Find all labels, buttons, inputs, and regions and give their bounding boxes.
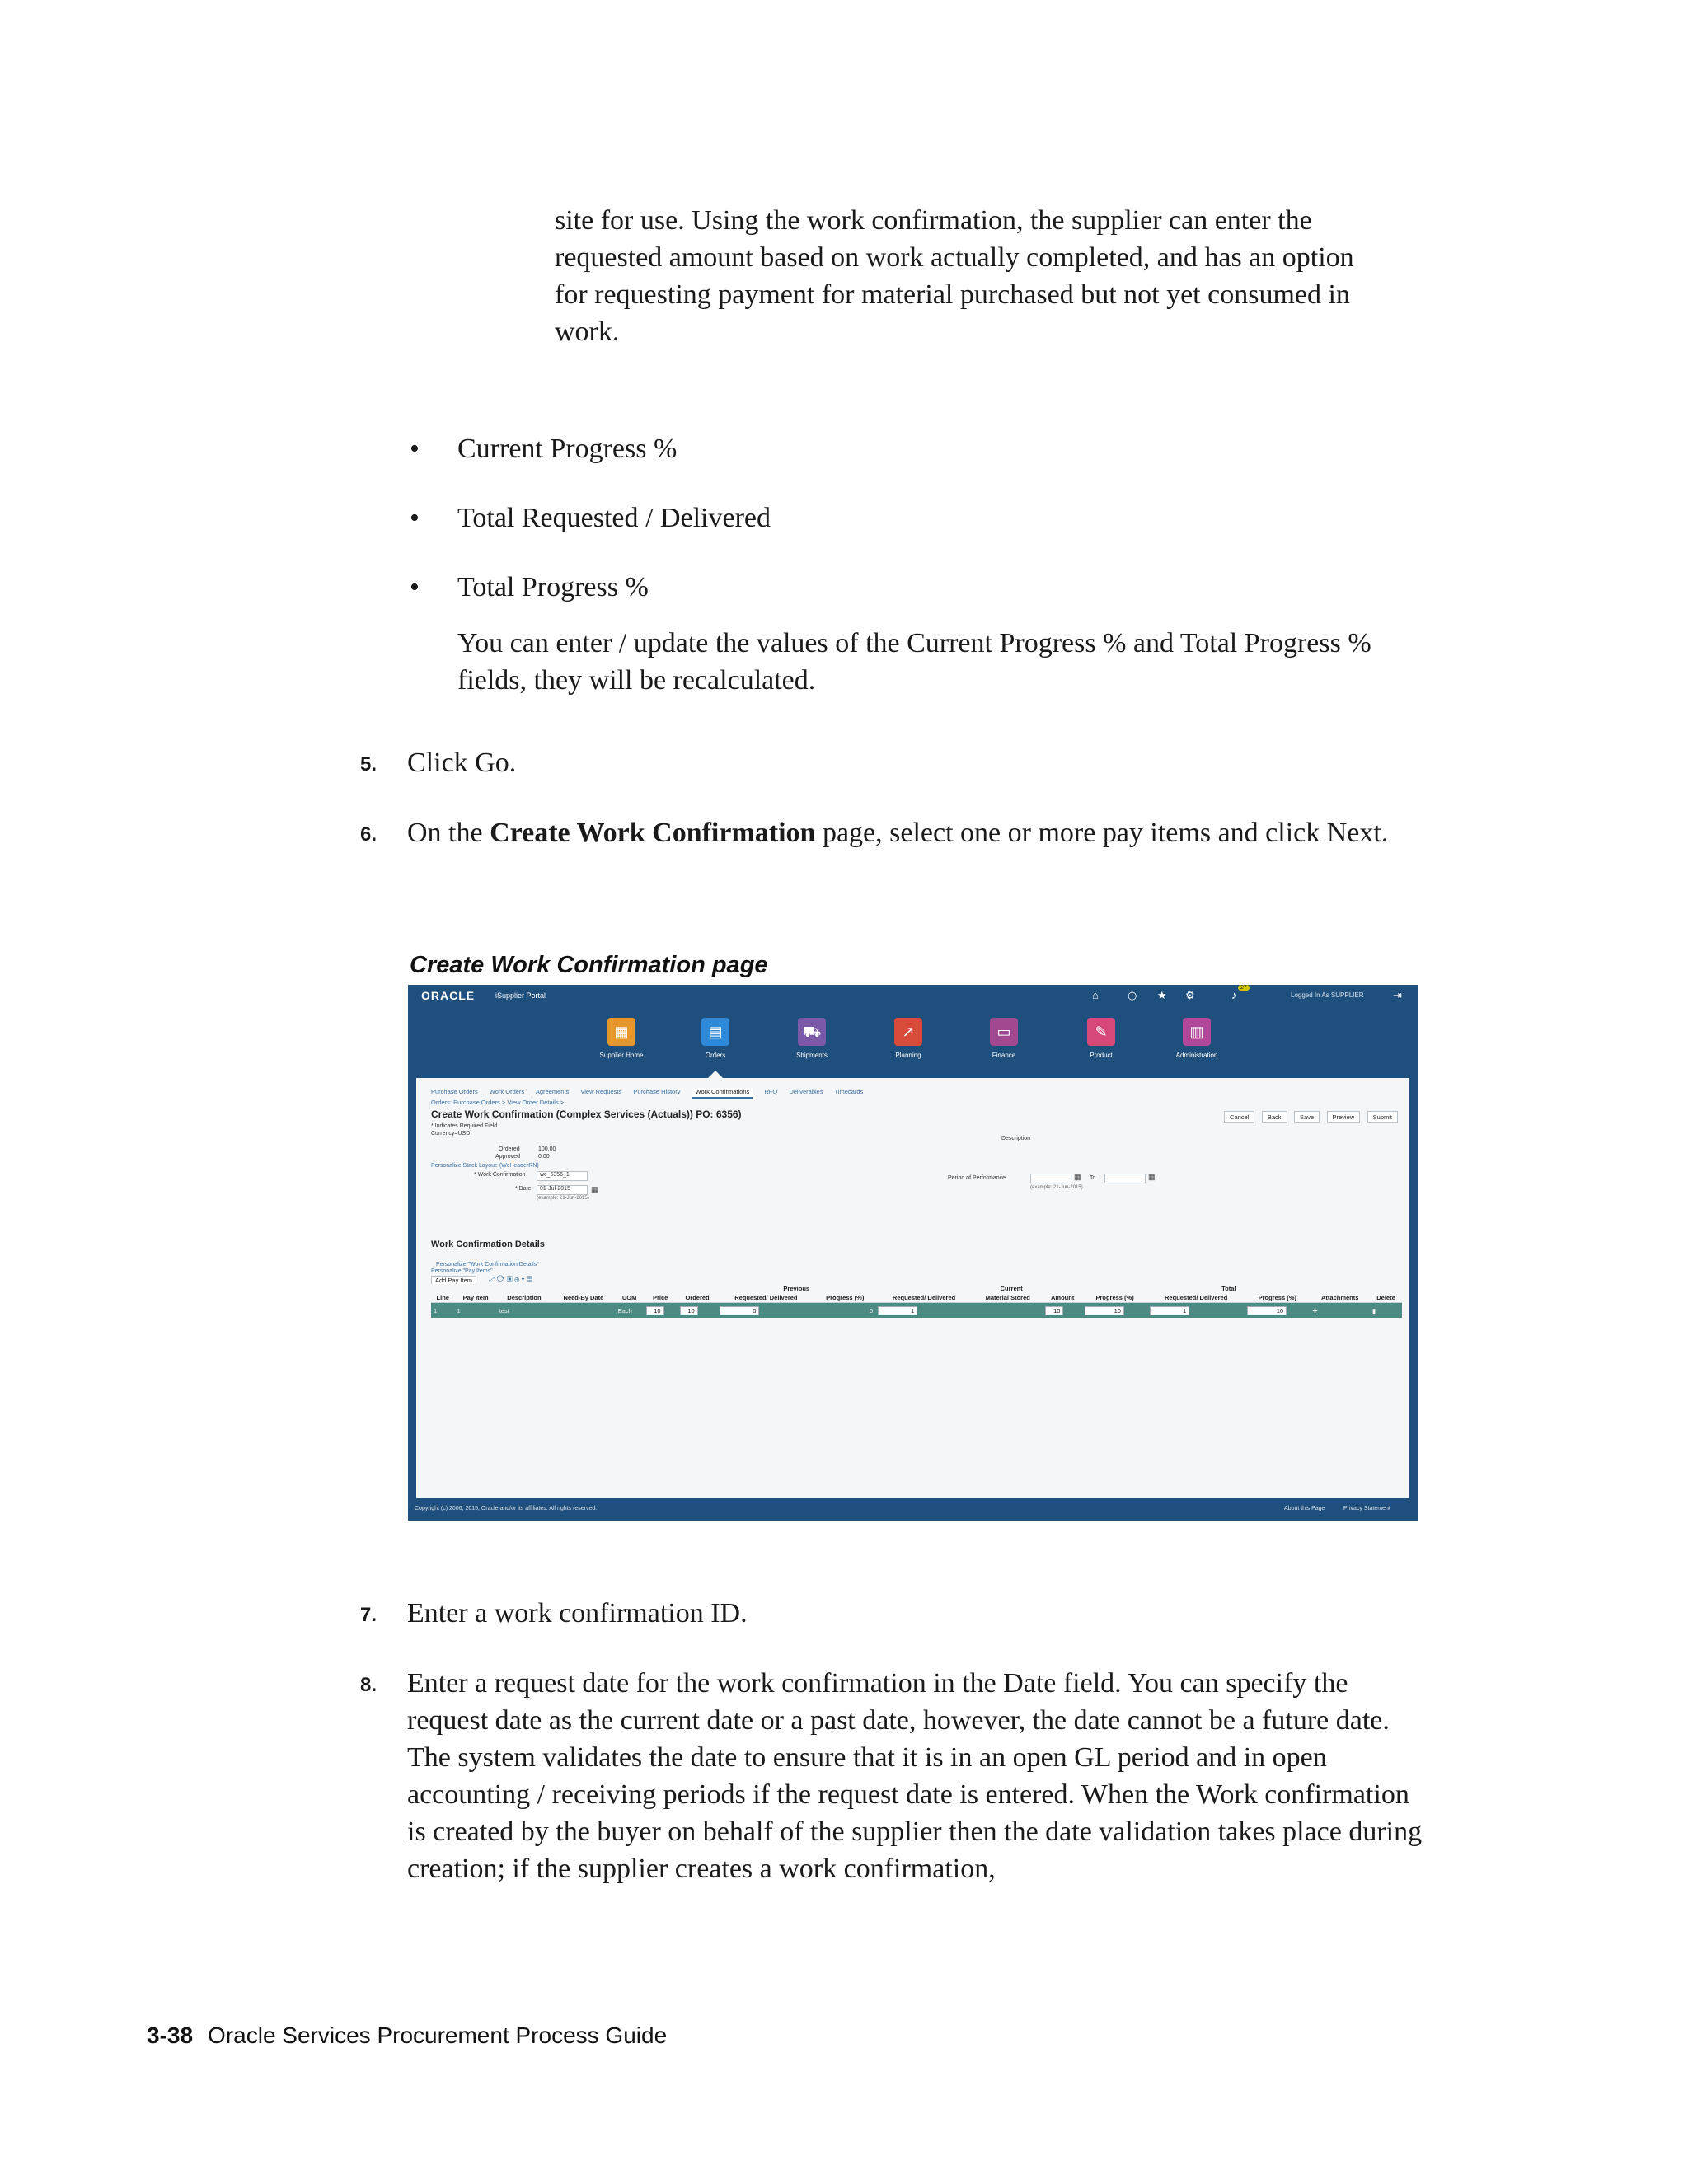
- truck-icon: ⛟: [798, 1018, 826, 1046]
- personalize-details-link[interactable]: Personalize "Work Confirmation Details": [436, 1262, 539, 1268]
- col-header: Requested/ Delivered: [717, 1293, 814, 1303]
- to-label: To: [1090, 1175, 1096, 1181]
- wc-value: wc_6356_1: [540, 1172, 570, 1178]
- nav-label: Planning: [895, 1052, 921, 1059]
- personalize-stack-link[interactable]: Personalize Stack Layout: (WcHeaderRN): [431, 1163, 539, 1169]
- current-group: Current: [875, 1284, 1147, 1293]
- clipboard-icon: ▥: [1183, 1018, 1211, 1046]
- add-pay-item-button[interactable]: Add Pay Item: [431, 1276, 476, 1285]
- nav-administration[interactable]: [1160, 1018, 1234, 1059]
- personalize-pay-link[interactable]: Personalize "Pay Items": [431, 1268, 493, 1274]
- tab-purchase-history[interactable]: Purchase History: [633, 1088, 681, 1095]
- nav-label: Shipments: [796, 1052, 828, 1059]
- col-header: Progress (%): [814, 1293, 875, 1303]
- back-button[interactable]: Back: [1262, 1111, 1287, 1123]
- step-number: 5.: [360, 753, 377, 776]
- logout-icon[interactable]: ⇥: [1393, 989, 1402, 1001]
- copyright-text: Copyright (c) 2006, 2015, Oracle and/or its affiliates. All rights reserved.: [415, 1506, 598, 1511]
- pay-items-table: [431, 1284, 1402, 1318]
- step-number: 8.: [360, 1674, 377, 1696]
- intro-paragraph: site for use. Using the work confirmation, the supplier can enter the requested amount based on work actually completed, and has an option for requesting payment for material purchased but not yet consumed in work.: [555, 205, 1354, 347]
- period-from-input[interactable]: [1030, 1174, 1071, 1183]
- note-paragraph: You can enter / update the values of the Current Progress % and Total Progress % fields, they will be recalculated.: [457, 628, 1372, 696]
- breadcrumb[interactable]: Orders: Purchase Orders > View Order Details >: [431, 1099, 565, 1106]
- active-nav-indicator: [708, 1071, 723, 1078]
- table-toolbar-icons[interactable]: ⤢ ⟳ ▣ ⊕ ▾ ▤: [489, 1275, 532, 1283]
- col-header: Requested/ Delivered: [875, 1293, 973, 1303]
- nav-finance[interactable]: [967, 1018, 1041, 1059]
- col-header: Requested/ Delivered: [1147, 1293, 1245, 1303]
- col-header: Description: [497, 1293, 551, 1303]
- step-text: Enter a work confirmation ID.: [407, 1598, 748, 1629]
- figure-caption: Create Work Confirmation page: [410, 952, 768, 978]
- page-number: 3-38: [147, 2022, 194, 2048]
- tab-agreements[interactable]: Agreements: [535, 1088, 570, 1095]
- bullet-symbol: •: [410, 434, 420, 464]
- attachment-icon[interactable]: ✚: [1312, 1306, 1318, 1315]
- currency-label: Currency=USD: [431, 1131, 471, 1137]
- col-header: Attachments: [1310, 1293, 1370, 1303]
- screenshot-figure: [408, 985, 1418, 1521]
- logged-in-text: Logged In As SUPPLIER: [1291, 991, 1364, 999]
- page-footer: [147, 2022, 667, 2049]
- cancel-button[interactable]: Cancel: [1224, 1111, 1254, 1123]
- col-header: Line: [431, 1293, 455, 1303]
- attachments-cell[interactable]: [1310, 1303, 1370, 1319]
- col-header: Progress (%): [1082, 1293, 1147, 1303]
- col-header: Material Stored: [973, 1293, 1043, 1303]
- wc-label: * Work Confirmation: [474, 1172, 526, 1178]
- figure-top-bar: [408, 985, 1418, 1005]
- tab-work-confirmations[interactable]: Work Confirmations: [692, 1088, 753, 1099]
- bullet-symbol: •: [410, 503, 420, 533]
- home-box-icon: ▦: [607, 1018, 635, 1046]
- about-page-link[interactable]: About this Page: [1284, 1506, 1325, 1511]
- bullet-text: Total Requested / Delivered: [457, 503, 771, 533]
- description-cell: test: [497, 1303, 551, 1319]
- col-header: Progress (%): [1245, 1293, 1310, 1303]
- trash-icon[interactable]: ▮: [1372, 1306, 1376, 1315]
- section-title: Work Confirmation Details: [431, 1240, 545, 1249]
- previous-group: Previous: [717, 1284, 875, 1293]
- submit-button[interactable]: Submit: [1367, 1111, 1398, 1123]
- approved-label: Approved: [495, 1154, 520, 1160]
- nav-planning[interactable]: [871, 1018, 945, 1059]
- action-buttons: [1221, 1108, 1398, 1123]
- ordered-value: 100.00: [538, 1146, 556, 1152]
- bell-icon[interactable]: ♪: [1231, 989, 1237, 1001]
- period-to-input[interactable]: [1104, 1174, 1146, 1183]
- date-value: 01-Jul-2015: [540, 1186, 570, 1192]
- bullet-text: Current Progress %: [457, 434, 678, 464]
- uom-cell: Each: [616, 1303, 644, 1319]
- step-number: 7.: [360, 1604, 377, 1626]
- need-by-cell: [551, 1303, 615, 1319]
- description-label: Description: [1001, 1136, 1031, 1141]
- col-header: Amount: [1043, 1293, 1081, 1303]
- period-example: (example: 21-Jun-2015): [1030, 1185, 1083, 1190]
- delete-cell[interactable]: [1370, 1303, 1402, 1319]
- nav-product[interactable]: [1064, 1018, 1138, 1059]
- tab-view-requests[interactable]: View Requests: [580, 1088, 622, 1095]
- preview-button[interactable]: Preview: [1327, 1111, 1361, 1123]
- tab-work-orders[interactable]: Work Orders: [489, 1088, 525, 1095]
- notification-badge: 27: [1238, 985, 1250, 991]
- calendar-icon[interactable]: ▦: [1074, 1173, 1081, 1181]
- oracle-logo: ORACLE: [421, 989, 476, 1002]
- col-header: Need-By Date: [551, 1293, 615, 1303]
- page-title: Create Work Confirmation (Complex Services (Actuals)) PO: 6356): [431, 1108, 742, 1120]
- clock-icon[interactable]: ◷: [1128, 989, 1137, 1001]
- gear-icon[interactable]: ⚙: [1185, 989, 1195, 1001]
- document-icon: ▤: [701, 1018, 729, 1046]
- col-header: Ordered: [678, 1293, 718, 1303]
- calendar-icon[interactable]: ▦: [1148, 1173, 1156, 1181]
- col-header: Delete: [1370, 1293, 1402, 1303]
- tab-deliverables[interactable]: Deliverables: [789, 1088, 823, 1095]
- product-icon: ✎: [1087, 1018, 1115, 1046]
- prev-requested-cell: 0: [717, 1303, 814, 1319]
- approved-value: 0.00: [538, 1154, 550, 1160]
- table-row[interactable]: [431, 1303, 1402, 1319]
- ordered-cell: 10: [678, 1303, 718, 1319]
- chart-icon: ↗: [894, 1018, 922, 1046]
- nav-label: Product: [1090, 1052, 1113, 1059]
- privacy-link[interactable]: Privacy Statement: [1343, 1506, 1390, 1511]
- tab-timecards[interactable]: Timecards: [834, 1088, 864, 1095]
- home-icon[interactable]: ⌂: [1092, 989, 1099, 1001]
- price-cell: 10: [644, 1303, 678, 1319]
- tot-requested-input[interactable]: 1: [1147, 1303, 1245, 1319]
- total-group: Total: [1147, 1284, 1310, 1293]
- save-button[interactable]: Save: [1294, 1111, 1320, 1123]
- nav-label: Orders: [705, 1052, 726, 1059]
- tab-purchase-orders[interactable]: Purchase Orders: [431, 1088, 478, 1095]
- col-header: UOM: [616, 1293, 644, 1303]
- step-text: Click Go.: [407, 748, 517, 778]
- amount-cell: 10: [1043, 1303, 1081, 1319]
- tot-progress-input[interactable]: 10: [1245, 1303, 1310, 1319]
- line-cell: 1: [431, 1303, 455, 1319]
- nav-supplier-home[interactable]: [584, 1018, 659, 1059]
- material-stored-cell: [973, 1303, 1043, 1319]
- nav-shipments[interactable]: [775, 1018, 849, 1059]
- cur-requested-input[interactable]: 1: [875, 1303, 973, 1319]
- portal-name: iSupplier Portal: [495, 991, 546, 1000]
- subtabs: [431, 1088, 873, 1095]
- calendar-icon[interactable]: ▦: [591, 1185, 598, 1193]
- step-text: Enter a request date for the work confirmation in the Date field. You can specify the request date as the current date or a past date, however, the date cannot be a future date. The system validates the date to ensure that it is in an open GL period and in open accounting / receiving periods if the request date is entered. When the Work confirmation is created by the buyer on behalf of the supplier then the date validation takes place during creation; if the supplier creates a work confirmation,: [407, 1668, 1423, 1884]
- guide-title: Oracle Services Procurement Process Guide: [208, 2022, 668, 2048]
- figure-content-panel: [416, 1078, 1409, 1498]
- prev-progress-cell: 0: [814, 1303, 875, 1319]
- cur-progress-input[interactable]: 10: [1082, 1303, 1147, 1319]
- tab-rfq[interactable]: RFQ: [764, 1088, 778, 1095]
- nav-orders[interactable]: [678, 1018, 753, 1059]
- period-label: Period of Performance: [948, 1175, 1006, 1181]
- required-note: * Indicates Required Field: [431, 1123, 498, 1129]
- col-header: Price: [644, 1293, 678, 1303]
- nav-label: Administration: [1175, 1052, 1218, 1059]
- nav-label: Supplier Home: [599, 1052, 644, 1059]
- col-header: Pay Item: [455, 1293, 497, 1303]
- bullet-text: Total Progress %: [457, 572, 649, 602]
- nav-label: Finance: [992, 1052, 1016, 1059]
- page-name-bold: Create Work Confirmation: [490, 818, 816, 848]
- step-text: On the Create Work Confirmation page, select one or more pay items and click Next.: [407, 818, 1389, 848]
- step-number: 6.: [360, 823, 377, 846]
- star-icon[interactable]: ★: [1157, 989, 1167, 1001]
- money-icon: ▭: [990, 1018, 1018, 1046]
- date-label: * Date: [515, 1186, 532, 1192]
- pay-item-cell: 1: [455, 1303, 497, 1319]
- ordered-label: Ordered: [499, 1146, 520, 1152]
- bullet-symbol: •: [410, 572, 420, 602]
- date-example: (example: 21-Jun-2015): [537, 1196, 589, 1201]
